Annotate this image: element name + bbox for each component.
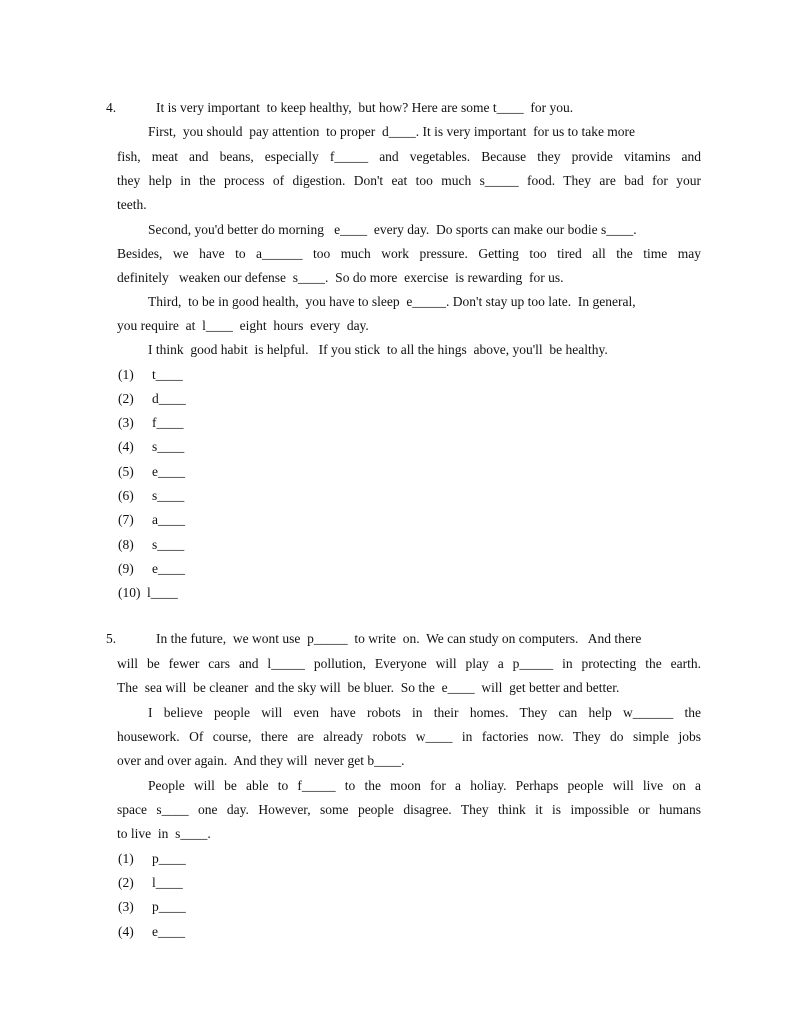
q5-p1-line-3: The sea will be cleaner and the sky will be bluer. So the e____ will get better and better. (117, 680, 620, 695)
q4-answer-2: (2) d____ (118, 391, 186, 406)
answer-blank: e____ (152, 464, 185, 479)
q4-answer-4: (4) s____ (118, 439, 185, 454)
q4-p3-line-1: Second, you'd better do morning e____ every day. Do sports can make our bodie s____. (148, 222, 637, 237)
answer-blank: f____ (152, 415, 184, 430)
q4-number: 4. (106, 100, 117, 115)
answer-blank: a____ (152, 512, 185, 527)
q4-answer-7: (7) a____ (118, 512, 185, 527)
q4-answer-5: (5) e____ (118, 464, 185, 479)
q4-p4-line-1: Third, to be in good health, you have to sleep e_____. Don't stay up too late. In general, (148, 294, 636, 309)
q4-p3-line-2: Besides, we have to a______ too much work pressure. Getting too tired all the time may (117, 246, 701, 261)
q5-answer-3: (3) p____ (118, 899, 186, 914)
q4-p5: I think good habit is helpful. If you stick to all the hings above, you'll be healthy. (148, 342, 608, 357)
q4-p3-line-3: definitely weaken our defense s____. So do more exercise is rewarding for us. (117, 270, 564, 285)
q5-answer-2: (2) l____ (118, 875, 183, 890)
answer-blank: s____ (152, 439, 185, 454)
q5-answer-1: (1) p____ (118, 851, 186, 866)
q5-p2-line-1: I believe people will even have robots in their homes. They can help w______ the (148, 705, 701, 720)
q5-p1-line-1: In the future, we wont use p_____ to write on. We can study on computers. And there (156, 631, 642, 646)
q5-number: 5. (106, 631, 117, 646)
answer-blank: e____ (152, 561, 185, 576)
q4-p2-line-3: they help in the process of digestion. Don't eat too much s_____ food. They are bad for your (117, 173, 701, 188)
q4-answer-1: (1) t____ (118, 367, 183, 382)
answer-blank: l____ (152, 875, 183, 890)
q5-p1-line-2: will be fewer cars and l_____ pollution, Everyone will play a p_____ in protecting the earth. (117, 656, 701, 671)
q4-p2-line-2: fish, meat and beans, especially f_____ and vegetables. Because they provide vitamins and (117, 149, 701, 164)
q5-p2-line-2: housework. Of course, there are already robots w____ in factories now. They do simple jobs (117, 729, 701, 744)
q4-p2-line-1: First, you should pay attention to proper d____. It is very important for us to take more (148, 124, 636, 139)
answer-blank: d____ (152, 391, 186, 406)
answer-blank: s____ (152, 488, 185, 503)
q4-p2-line-4: teeth. (117, 197, 147, 212)
answer-blank: e____ (152, 924, 185, 939)
answer-blank: l____ (147, 585, 178, 600)
q4-answer-6: (6) s____ (118, 488, 185, 503)
answer-blank: t____ (152, 367, 183, 382)
answer-blank: s____ (152, 537, 185, 552)
q5-p3-line-1: People will be able to f_____ to the moon for a holiay. Perhaps people will live on a (148, 778, 701, 793)
q4-intro: It is very important to keep healthy, but how? Here are some t____ for you. (156, 100, 574, 115)
answer-blank: p____ (152, 851, 186, 866)
q4-answer-9: (9) e____ (118, 561, 185, 576)
q4-answer-8: (8) s____ (118, 537, 185, 552)
answer-blank: p____ (152, 899, 186, 914)
q4-answer-10: (10) l____ (118, 585, 178, 600)
q4-p4-line-2: you require at l____ eight hours every day. (117, 318, 369, 333)
q5-p3-line-3: to live in s____. (117, 826, 211, 841)
q4-answer-3: (3) f____ (118, 415, 184, 430)
q5-p2-line-3: over and over again. And they will never get b____. (117, 753, 405, 768)
q5-answer-4: (4) e____ (118, 924, 185, 939)
q5-p3-line-2: space s____ one day. However, some people disagree. They think it is impossible or humans (117, 802, 701, 817)
